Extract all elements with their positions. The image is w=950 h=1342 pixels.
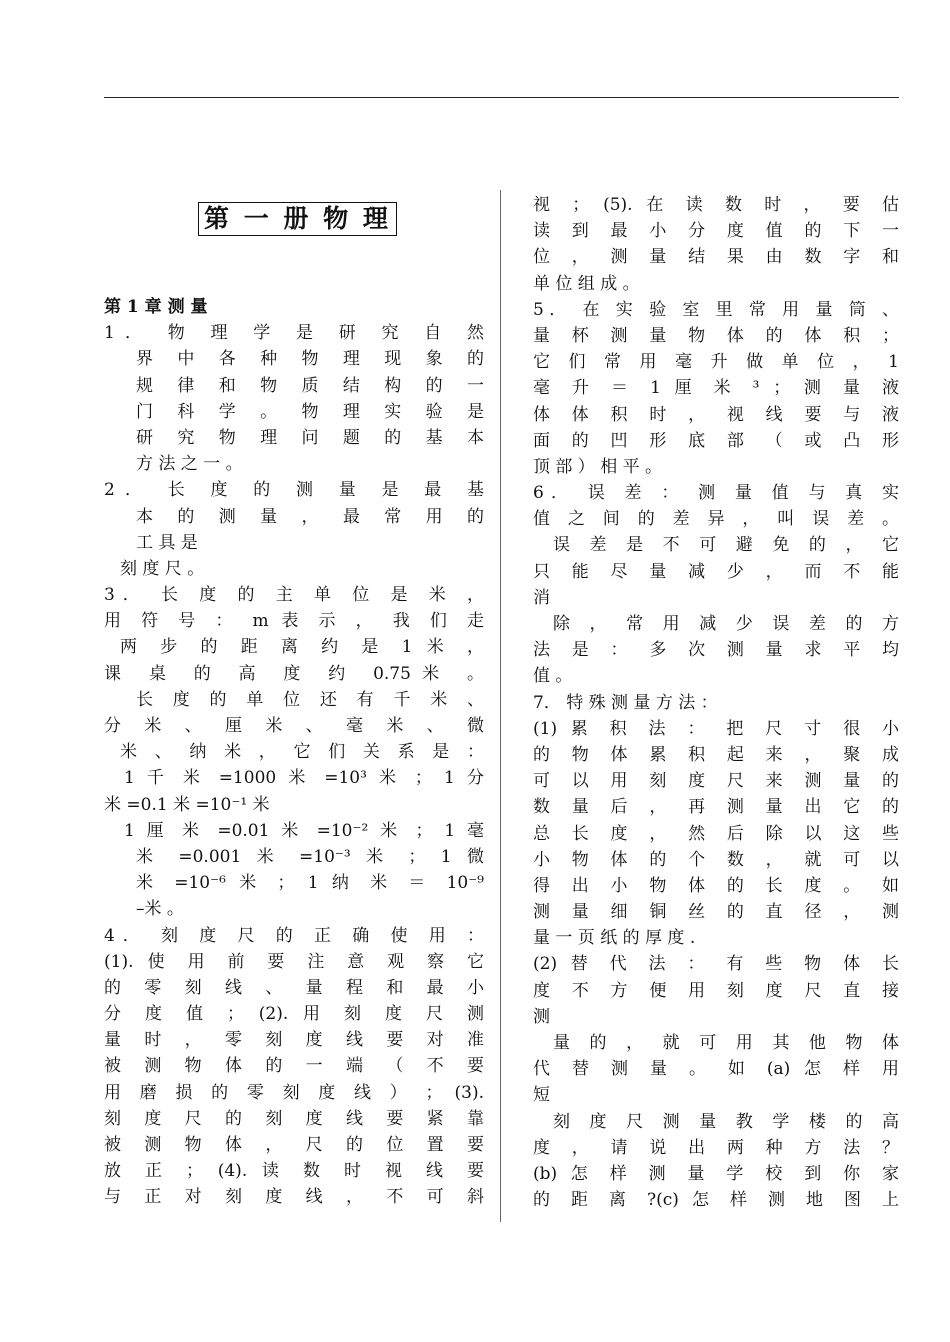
- text-line: 顶 部 ） 相 平 。: [533, 456, 663, 477]
- text-line: 1 厘 米 =0.01 米 =10⁻² 米 ； 1 毫: [124, 820, 484, 841]
- text-line: 方 法 之 一 。: [136, 454, 243, 475]
- text-line: 度 ， 请 说 出 两 种 方 法 ？: [533, 1137, 899, 1158]
- text-line: 法 是 ： 多 次 测 量 求 平 均: [533, 640, 899, 661]
- text-line: 体 体 积 时 ， 视 线 要 与 液: [533, 404, 899, 425]
- text-line: (2) 替 代 法 ： 有 些 物 体 长: [533, 954, 899, 975]
- text-line: 误 差 是 不 可 避 免 的 ， 它: [553, 535, 899, 556]
- text-line: 7． 特 殊 测 量 方 法 ：: [533, 692, 718, 713]
- left-column: [104, 192, 484, 1211]
- text-line: 门 科 学 。 物 理 实 验 是: [136, 401, 484, 422]
- text-line: 4． 刻 度 尺 的 正 确 使 用 ：: [104, 925, 484, 946]
- text-line: 视 ； (5). 在 读 数 时 ， 要 估: [533, 195, 899, 215]
- text-line: 刻 度 尺 测 量 教 学 楼 的 高: [553, 1111, 899, 1132]
- column-divider: [500, 190, 501, 1222]
- text-line: 测: [533, 1006, 550, 1027]
- text-line: 研 究 物 理 问 题 的 基 本: [136, 427, 484, 448]
- text-line: (1). 使 用 前 要 注 意 观 察 它: [104, 951, 484, 972]
- text-line: 5． 在 实 验 室 里 常 用 量 筒 、: [533, 299, 899, 320]
- text-line: 工 具 是: [136, 532, 198, 553]
- text-line: 的 零 刻 线 、 量 程 和 最 小: [104, 977, 484, 998]
- text-line: 分 度 值 ； (2). 用 刻 度 尺 测: [104, 1004, 484, 1025]
- text-line: 量 杯 测 量 物 体 的 体 积 ；: [533, 325, 899, 346]
- text-line: 度 不 方 便 用 刻 度 尺 直 接: [533, 980, 899, 1001]
- text-line: 它 们 常 用 毫 升 做 单 位 ， 1: [533, 352, 899, 373]
- text-line: 单 位 组 成 。: [533, 273, 640, 294]
- text-line: 分 米 、 厘 米 、 毫 米 、 微: [104, 716, 484, 736]
- text-line: 值 之 间 的 差 异 ， 叫 误 差 。: [533, 509, 899, 530]
- text-line: 3． 长 度 的 主 单 位 是 米 ，: [104, 585, 484, 606]
- text-line: 短: [533, 1085, 550, 1106]
- text-line: 测 量 细 铜 丝 的 直 径 ， 测: [533, 902, 899, 923]
- chapter-heading: 第 1 章 测 量: [104, 297, 208, 317]
- text-line: 位 ， 测 量 结 果 由 数 字 和: [533, 247, 899, 268]
- text-line: –米 。: [136, 899, 184, 920]
- text-line: 规 律 和 物 质 结 构 的 一: [136, 375, 484, 396]
- text-line: 界 中 各 种 物 理 现 象 的: [136, 349, 484, 370]
- text-line: 米 =0.1 米 =10⁻¹ 米: [104, 794, 270, 815]
- text-line: 量 时 ， 零 刻 度 线 要 对 准: [104, 1030, 484, 1051]
- text-line: 1． 物 理 学 是 研 究 自 然: [104, 323, 484, 344]
- text-line: 的 距 离 ?(c) 怎 样 测 地 图 上: [533, 1190, 899, 1211]
- text-line: 本 的 测 量 ， 最 常 用 的: [136, 506, 484, 527]
- text-line: 2． 长 度 的 测 量 是 最 基: [104, 480, 484, 501]
- text-line: 6． 误 差 ： 测 量 值 与 真 实: [533, 483, 899, 504]
- text-line: 课 桌 的 高 度 约 0.75米 。: [104, 663, 484, 684]
- text-line: 与 正 对 刻 度 线 ， 不 可 斜: [104, 1187, 484, 1208]
- text-line: 数 量 后 ， 再 测 量 出 它 的: [533, 797, 899, 818]
- text-line: 只 能 尽 量 减 少 ， 而 不 能: [533, 561, 899, 582]
- text-line: 1 千 米 =1000 米 =10³ 米 ； 1 分: [124, 768, 484, 789]
- text-line: 的 物 体 累 积 起 来 ， 聚 成: [533, 744, 899, 765]
- text-line: 米 、 纳 米 ， 它 们 关 系 是 ：: [120, 742, 484, 763]
- text-line: 两 步 的 距 离 约 是 1 米 ，: [120, 637, 484, 658]
- text-line: 代 替 测 量 。 如 (a) 怎 样 用: [533, 1059, 899, 1080]
- text-line: 长 度 的 单 位 还 有 千 米 、: [136, 689, 484, 710]
- text-line: 用 符 号 ： m 表 示 ， 我 们 走: [104, 611, 484, 632]
- text-line: 得 出 小 物 体 的 长 度 。 如: [533, 875, 899, 896]
- text-line: 刻 度 尺 。: [120, 558, 205, 579]
- text-line: 可 以 用 刻 度 尺 来 测 量 的: [533, 771, 899, 792]
- header-rule: [104, 97, 899, 98]
- text-line: 米 =0.001 米 =10⁻³ 米 ； 1 微: [136, 846, 484, 867]
- text-line: 除 ， 常 用 减 少 误 差 的 方: [553, 614, 899, 634]
- text-line: 用 磨 损 的 零 刻 度 线 ） ； (3).: [104, 1082, 484, 1103]
- text-line: 量 的 ， 就 可 用 其 他 物 体: [553, 1033, 899, 1053]
- text-line: 面 的 凹 形 底 部 （ 或 凸 形: [533, 430, 899, 451]
- text-line: 刻 度 尺 的 刻 度 线 要 紧 靠: [104, 1108, 484, 1129]
- text-line: 小 物 体 的 个 数 ， 就 可 以: [533, 849, 899, 870]
- text-line: 总 长 度 ， 然 后 除 以 这 些: [533, 823, 899, 844]
- text-line: (b) 怎 样 测 量 学 校 到 你 家: [533, 1163, 899, 1184]
- text-line: 量 一 页 纸 的 厚 度 .: [533, 928, 696, 949]
- text-line: 米 =10⁻⁶ 米 ； 1 纳 米 ＝ 10⁻⁹: [136, 873, 484, 894]
- text-line: (1) 累 积 法 ： 把 尺 寸 很 小: [533, 718, 899, 739]
- text-line: 毫 升 ＝ 1 厘 米 ³ ； 测 量 液: [533, 378, 899, 399]
- text-line: 被 测 物 体 ， 尺 的 位 置 要: [104, 1135, 484, 1155]
- text-line: 消: [533, 587, 550, 608]
- text-line: 读 到 最 小 分 度 值 的 下 一: [533, 221, 899, 242]
- text-line: 放 正 ； (4). 读 数 时 视 线 要: [104, 1161, 484, 1182]
- text-line: 被 测 物 体 的 一 端 （ 不 要: [104, 1056, 484, 1077]
- right-column: [533, 192, 899, 1213]
- page-title: 第 一 册 物 理: [198, 202, 397, 236]
- text-line: 值 。: [533, 666, 573, 687]
